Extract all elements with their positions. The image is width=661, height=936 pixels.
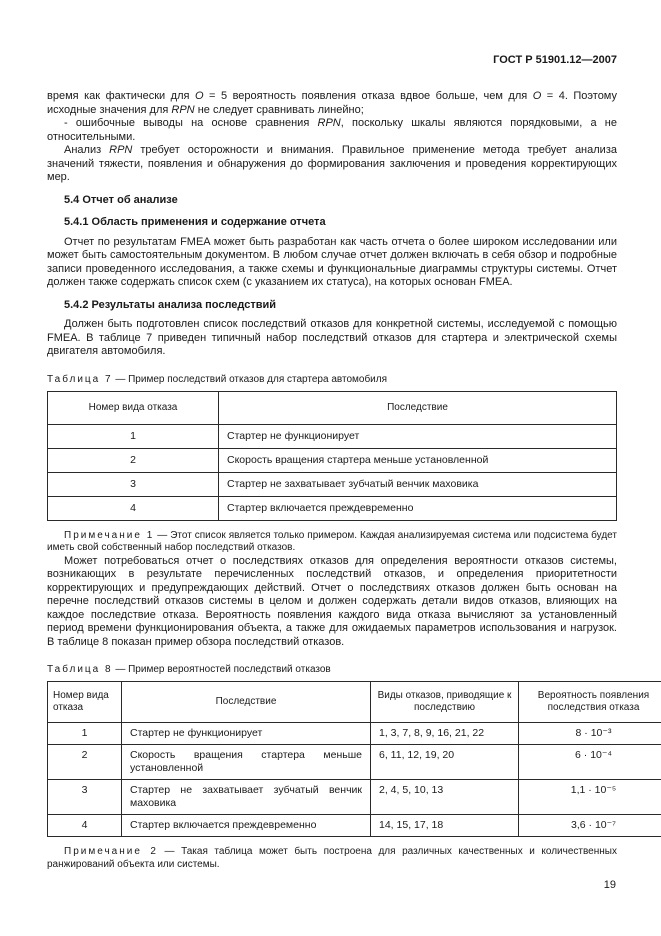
table8-col-header-probability: Вероятность появления последствия отказа [519,682,661,723]
cell-probability: 8 · 10⁻³ [519,723,661,745]
table7-col-header-number: Номер вида отказа [48,391,219,424]
cell-failure-mode-number: 3 [48,472,219,496]
cell-failure-mode-number: 4 [48,496,219,520]
table8-caption-text: — Пример вероятностей последствий отказов [115,664,331,675]
table8-col-header-effect: Последствие [122,682,371,723]
section-5-4-title: 5.4 Отчет об анализе [64,193,178,206]
text-run: требует осторожности и внимания. Правильное применение метода требует анализа значений тяжести, появления и обнаружения до формирования заключения и проведения корректирующих мер. [47,144,617,183]
table7-caption [47,374,617,386]
text-run: , поскольку шкалы являются порядковыми, а не относительными. [47,117,617,143]
table8-header-row [48,682,661,723]
italic-term: RPN [317,117,341,129]
italic-term: О [532,90,542,102]
table7-col-header-effect: Последствие [219,391,617,424]
table7-caption-text: — Пример последствий отказов для стартера автомобиля [115,373,388,385]
paragraph-rpn-errors [47,117,617,144]
cell-failure-modes: 1, 3, 7, 8, 9, 16, 21, 22 [371,723,519,745]
table7-caption-label: Таблица 7 [47,373,113,385]
text-run: Анализ [64,144,110,156]
text-run: = 5 вероятность появления отказа вдвое больше, чем для [203,90,533,102]
cell-effect: Стартер включается преждевременно [122,815,371,837]
doc-number: ГОСТ Р 51901.12—2007 [493,54,617,66]
table8-caption [47,664,617,676]
section-5-4-1-title: 5.4.1 Область применения и содержание отчета [64,216,326,228]
section-5-4-2-title: 5.4.2 Результаты анализа последствий [64,298,277,311]
section-5-4-1-paragraph: Отчет по результатам FMEA может быть разработан как часть отчета о более широком исследовании или может быть самостоятельным документом. В любом случае отчет должен включать в себя обзор и подробные записи проведенного исследования, а также схемы и функциональные диаграммы структуры системы. Отчет должен также содержать список схем (с указанием их статуса), на которых основан FMEA. [47,235,617,288]
table8-col-header-number: Номер вида отказа [48,682,122,723]
italic-term: RPN [171,103,195,116]
cell-probability: 3,6 · 10⁻⁷ [519,815,661,837]
note-1-text: — Этот список является только примером. Каждая анализируемая система или подсистема будет иметь свой собственный набор последствий отказов. [47,529,617,553]
italic-term: RPN [109,144,133,156]
table-row [48,815,661,837]
cell-failure-mode-number: 1 [48,424,219,448]
table7-header-row [48,391,617,424]
table-row [48,745,661,780]
table-row [48,472,617,496]
cell-effect: Стартер не функционирует [122,723,371,745]
cell-failure-modes: 6, 11, 12, 19, 20 [371,745,519,780]
cell-probability: 1,1 · 10⁻⁵ [519,780,661,815]
paragraph-rpn-caution [47,144,617,185]
cell-effect: Стартер не функционирует [219,424,617,448]
cell-effect: Стартер не захватывает зубчатый венчик маховика [219,472,617,496]
cell-effect: Стартер включается преждевременно [219,496,617,520]
cell-failure-mode-number: 2 [48,745,122,780]
cell-effect: Скорость вращения стартера меньше установленной [219,448,617,472]
table-row [48,448,617,472]
cell-failure-modes: 2, 4, 5, 10, 13 [371,780,519,815]
cell-effect: Скорость вращения стартера меньше установленной [122,745,371,780]
cell-failure-mode-number: 2 [48,448,219,472]
table8 [47,681,661,837]
text-run: время как фактически для [47,90,195,102]
table7 [47,391,617,521]
italic-term: О [194,90,204,102]
cell-failure-mode-number: 4 [48,815,122,837]
note-1 [47,530,617,555]
table-row [48,424,617,448]
text-run: = 4. Поэтому исходные значения для [47,90,617,116]
section-5-4-2-paragraph-1: Должен быть подготовлен список последствий отказов для конкретной системы, исследуемой с помощью FMEA. В таблице 7 приведен типичный набор последствий отказов для стартера и электрической схемы двигателя автомобиля. [47,318,617,357]
table-row [48,723,661,745]
table8-caption-label: Таблица 8 [47,664,113,675]
note-1-label: Примечание 1 [64,529,155,541]
page-number: 19 [603,879,616,891]
cell-effect: Стартер не захватывает зубчатый венчик маховика [122,780,371,815]
paragraph-rpn-linear [47,90,617,117]
cell-failure-mode-number: 1 [48,723,122,745]
table-row [48,780,661,815]
note-2-text: — Такая таблица может быть построена для различных качественных и количественных ранжирований объекта или системы. [47,846,617,870]
text-run: не следует сравнивать линейно; [194,103,364,116]
table-row [48,496,617,520]
text-run: - ошибочные выводы на основе сравнения [64,117,318,129]
note-2-label: Примечание 2 [64,846,158,857]
section-5-4-2-paragraph-2: Может потребоваться отчет о последствиях отказов для определения вероятности отказов системы, возникающих в результате перечисленных последствий отказов, и определения приоритетности корректирующих и предупреждающих действий. Отчет о последствиях отказов должен быть основан на перечне последствий отказов системы в целом и должен содержать детали видов отказов, влияющих на каждое последствие отказа. Вероятность появления каждого вида отказа вычисляют за установленный период времени функционирования объекта, а также для ожидаемых параметров использования и нагрузок. В таблице 8 показан пример обзора последствий отказов. [47,554,617,648]
cell-failure-modes: 14, 15, 17, 18 [371,815,519,837]
doc-header [47,54,617,66]
cell-failure-mode-number: 3 [48,780,122,815]
note-2 [47,846,617,871]
cell-probability: 6 · 10⁻⁴ [519,745,661,780]
table8-col-header-modes: Виды отказов, приводящие к последствию [371,682,519,723]
